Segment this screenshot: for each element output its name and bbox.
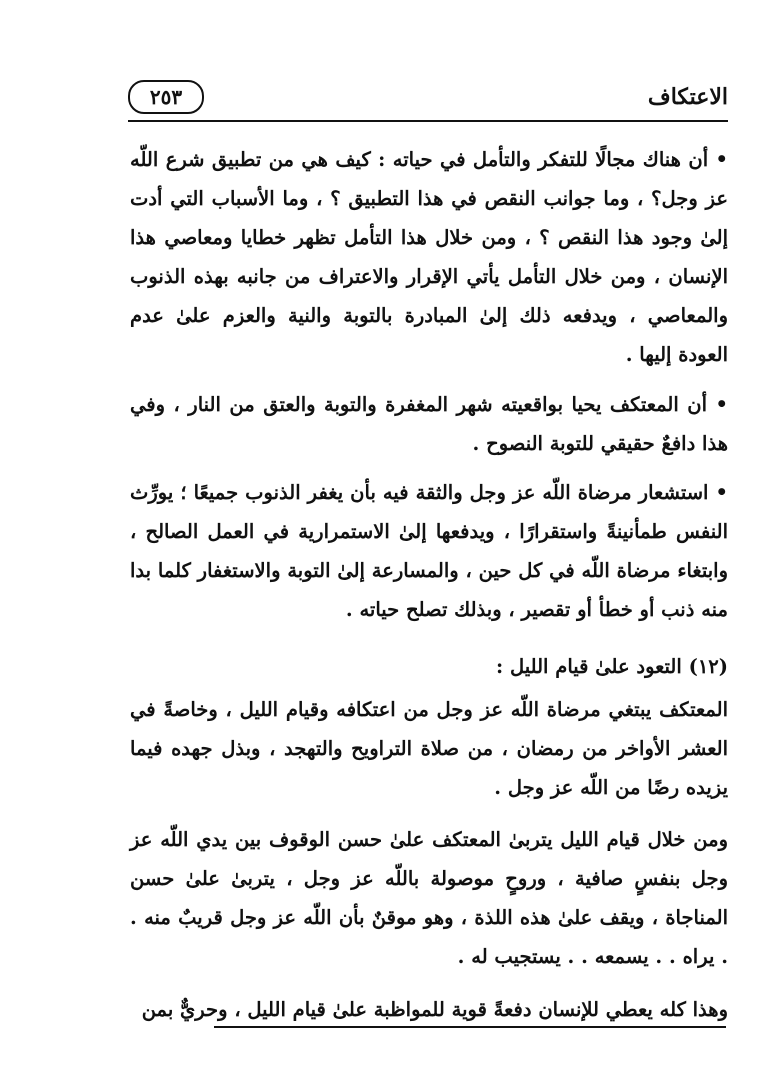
page-number: ٢٥٣	[128, 80, 204, 114]
paragraph-night-prayer: المعتكف يبتغي مرضاة اللّه عز وجل من اعتكافه وقيام الليل ، وخاصةً في العشر الأواخر من رمضان ، من صلاة التراويح والتهجد ، وبذل جهده فيما يزيده رضًا من اللّه عز وجل .	[130, 698, 728, 799]
underline-mark	[214, 1026, 726, 1028]
paragraph-reflection: • أن هناك مجالًا للتفكر والتأمل في حياته : كيف هي من تطبيق شرع اللّه عز وجل؟ ، وما جوانب النقص في هذا التطبيق ؟ ، وما الأسباب التي أدت إلىٰ وجود هذا النقص ؟ ، ومن خلال هذا التأمل تظهر خطايا ومعاصي هذا الإنسان ، ومن خلال التأمل يأتي الإقرار والاعتراف من جانبه بهذه الذنوب والمعاصي ، ويدفعه ذلك إلىٰ المبادرة بالتوبة والنية والعزم علىٰ عدم العودة إليها .	[130, 148, 728, 366]
paragraph-sensing-pleasure: • استشعار مرضاة اللّه عز وجل والثقة فيه بأن يغفر الذنوب جميعًا ؛ يورِّث النفس طمأنينةً واستقرارًا ، ويدفعها إلىٰ الاستمرارية في العمل الصالح ، وابتغاء مرضاة اللّه في كل حين ، والمسارعة إلىٰ التوبة والاستغفار كلما بدا منه ذنب أو خطأ أو تقصير ، وبذلك تصلح حياته .	[130, 481, 728, 621]
chapter-title: الاعتكاف	[647, 84, 728, 110]
paragraph-forgiveness-month: • أن المعتكف يحيا بواقعيته شهر المغفرة والتوبة والعتق من النار ، وفي هذا دافعٌ حقيقي للتوبة النصوح .	[130, 393, 728, 455]
header-rule	[128, 120, 728, 122]
page-header	[128, 78, 728, 124]
paragraph-standing-before-god: ومن خلال قيام الليل يتربىٰ المعتكف علىٰ حسن الوقوف بين يدي اللّه عز وجل بنفسٍ صافية ، وروحٍ موصولة باللّه عز وجل ، يتربىٰ علىٰ حسن المناجاة ، ويقف علىٰ هذه اللذة ، وهو موقنٌ بأن اللّه عز وجل قريبٌ منه . . يراه . . يسمعه . . يستجيب له .	[130, 828, 728, 968]
paragraph-continuation: وهذا كله يعطي للإنسان دفعةً قوية للمواظبة علىٰ قيام الليل ، وحريٌّ بمن	[141, 998, 728, 1021]
section-heading: (١٢) التعود علىٰ قيام الليل :	[496, 655, 728, 678]
